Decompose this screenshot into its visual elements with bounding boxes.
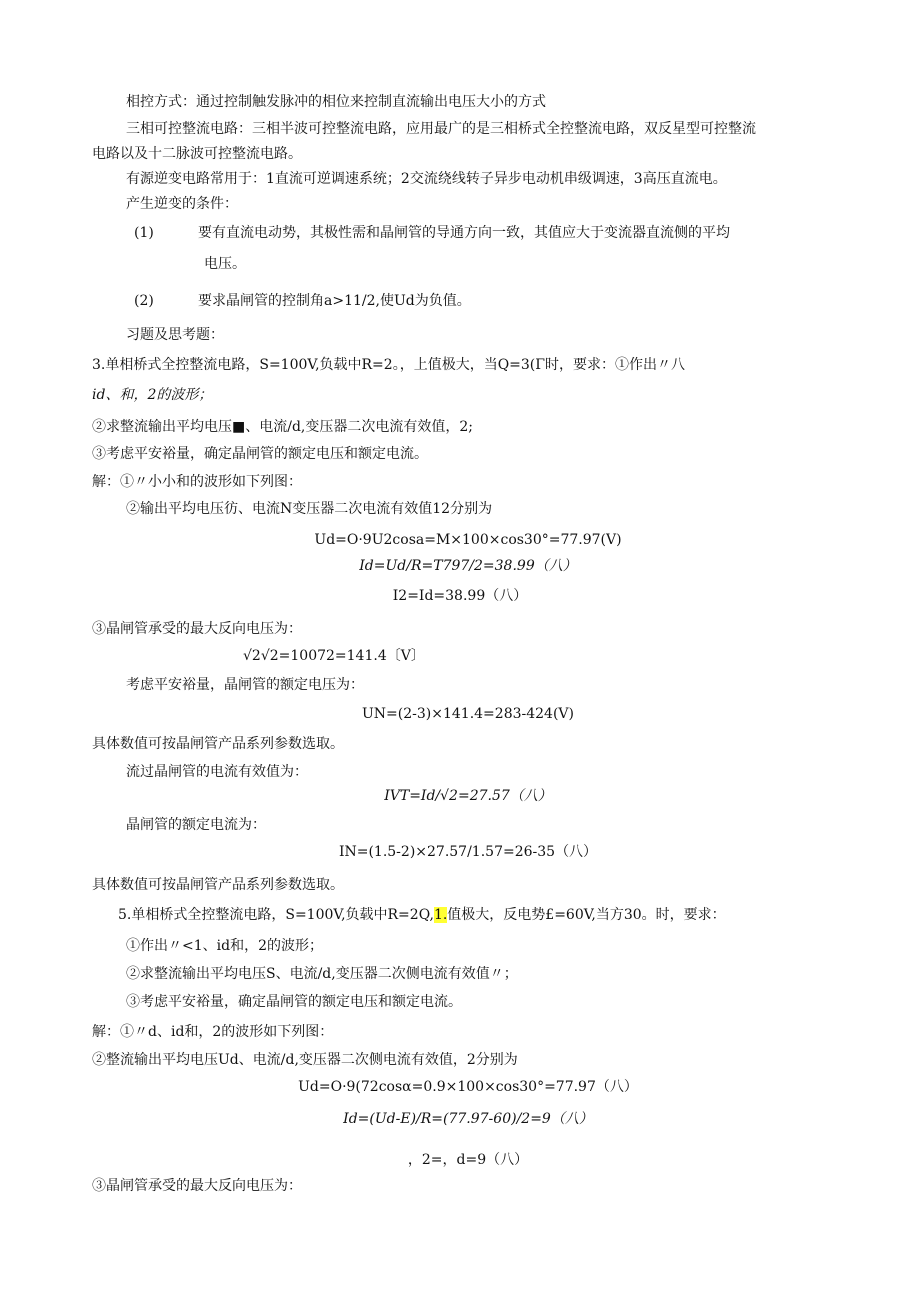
- answer-line: 流过晶闸管的电流有效值为：: [126, 764, 308, 780]
- text-line: 要求晶闸管的控制角a>11/2,使Ud为负值。: [198, 293, 471, 309]
- text-line: 相控方式：通过控制触发脉冲的相位来控制直流输出电压大小的方式: [126, 94, 546, 110]
- text-line: 电路以及十二脉波可控整流电路。: [92, 146, 302, 162]
- text-line: 要有直流电动势，其极性需和晶闸管的导通方向一致，其值应大于变流器直流侧的平均: [198, 225, 730, 241]
- formula: ，2=，d=9（八）: [407, 1152, 529, 1168]
- answer-line: ②整流输出平均电压Ud、电流/d,变压器二次侧电流有效值，2分别为: [92, 1052, 518, 1068]
- answer-line: 解：①〃d、id和，2的波形如下列图：: [92, 1024, 334, 1040]
- formula: Id=(Ud-E)/R=(77.97-60)/2=9（八）: [343, 1111, 593, 1127]
- highlighted-text: 1.: [433, 907, 448, 923]
- question-line: id、和，2的波形；: [92, 387, 213, 403]
- answer-line: ②输出平均电压彷、电流N变压器二次电流有效值12分别为: [126, 501, 493, 517]
- formula: √2√2=10072=141.4〔V〕: [243, 648, 425, 664]
- question-line: ②求整流输出平均电压S、电流/d,变压器二次侧电流有效值〃；: [126, 966, 518, 982]
- answer-line: 考虑平安裕量，晶闸管的额定电压为：: [126, 677, 364, 693]
- formula: Ud=O·9U2cosa=M×100×cos30°=77.97(V): [314, 532, 622, 548]
- question-line: ③考虑平安裕量，确定晶闸管的额定电压和额定电流。: [126, 994, 462, 1010]
- question-line: ③考虑平安裕量，确定晶闸管的额定电压和额定电流。: [92, 446, 428, 462]
- formula: UN=(2-3)×141.4=283-424(V): [362, 706, 574, 722]
- list-number: (1): [134, 225, 154, 241]
- answer-line: ③晶闸管承受的最大反向电压为：: [92, 621, 302, 637]
- answer-line: ③晶闸管承受的最大反向电压为：: [92, 1178, 302, 1194]
- answer-line: 具体数值可按晶闸管产品系列参数选取。: [92, 736, 344, 752]
- answer-line: 具体数值可按晶闸管产品系列参数选取。: [92, 877, 344, 893]
- text-line: 三相可控整流电路：三相半波可控整流电路，应用最广的是三相桥式全控整流电路，双反星型可控整流: [126, 121, 756, 137]
- question-text: 5.单相桥式全控整流电路，S=100V,负载中R=2Q,: [118, 907, 434, 923]
- answer-line: 晶闸管的额定电流为：: [126, 817, 266, 833]
- formula: Id=Ud/R=T797/2=38.99（八）: [359, 558, 577, 574]
- section-heading: 习题及思考题：: [126, 327, 224, 343]
- question-line: 3.单相桥式全控整流电路，S=100V,负载中R=2。，上值极大，当Q=3(Γ时，要求：①作出〃八: [92, 357, 685, 373]
- formula: IN=(1.5-2)×27.57/1.57=26-35（八）: [338, 844, 598, 860]
- formula: IVT=Id/√2=27.57（八）: [384, 788, 552, 804]
- question-line: ②求整流输出平均电压■、电流/d,变压器二次电流有效值，2;: [92, 419, 473, 435]
- question-line: [118, 906, 726, 924]
- text-line: 电压。: [204, 256, 246, 272]
- question-line: ①作出〃<1、id和，2的波形；: [126, 938, 323, 954]
- answer-line: 解：①〃小小和的波形如下列图：: [92, 474, 302, 490]
- formula: I2=Id=38.99（八）: [392, 588, 528, 604]
- text-line: 有源逆变电路常用于：1直流可逆调速系统；2交流绕线转子异步电动机串级调速，3高压直流电。: [126, 171, 727, 187]
- formula: Ud=O·9(72cosα=0.9×100×cos30°=77.97（八）: [298, 1079, 638, 1095]
- text-line: 产生逆变的条件：: [126, 196, 238, 212]
- list-number: (2): [134, 293, 154, 309]
- question-text: 值极大，反电势£=60V,当方30。时，要求：: [447, 907, 726, 923]
